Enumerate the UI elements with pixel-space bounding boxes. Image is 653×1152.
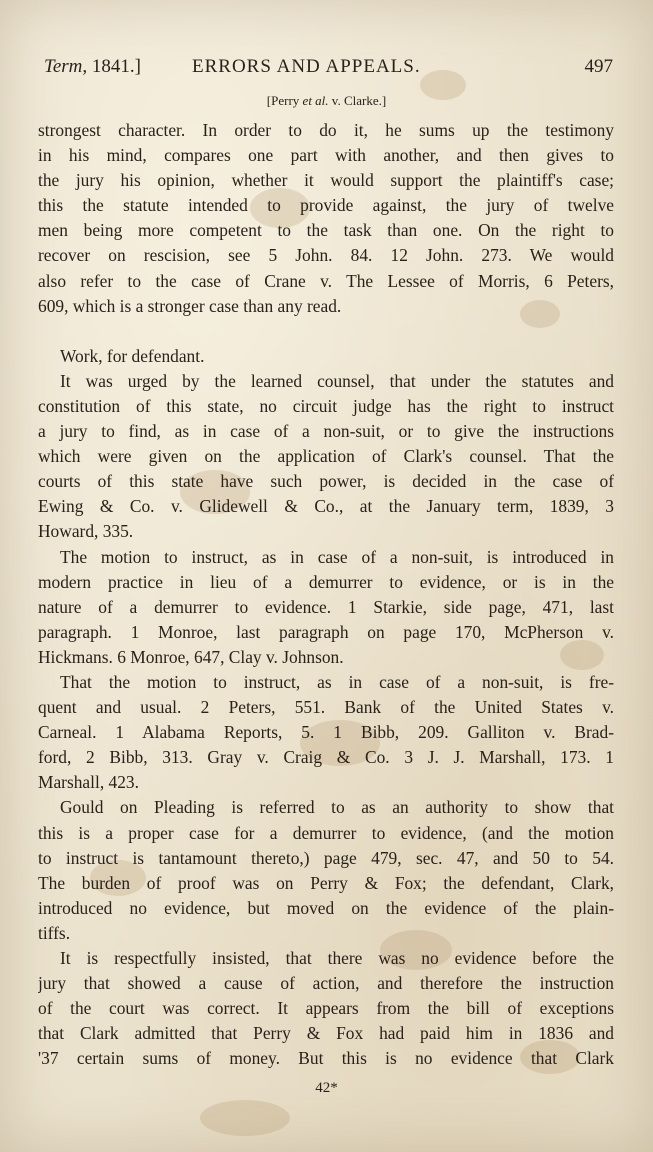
text-line: recover on rescision, see 5 John. 84. 12 John. 273. We would: [38, 245, 614, 266]
text-line: The burden of proof was on Perry & Fox; the defendant, Clark,: [38, 872, 614, 893]
caption-open: [Perry: [266, 93, 303, 108]
case-caption: [0, 93, 653, 109]
text-line: jury that showed a cause of action, and therefore the instruction: [38, 973, 614, 994]
text-line: '37 certain sums of money. But this is no evidence that Clark: [38, 1048, 614, 1069]
page-number: 497: [584, 56, 613, 77]
text-line: this the statute intended to provide against, the jury of twelve: [38, 195, 614, 216]
text-line: Gould on Pleading is referred to as an authority to show that: [60, 797, 614, 818]
text-line: men being more competent to the task than one. On the right to: [38, 220, 614, 241]
text-line: nature of a demurrer to evidence. 1 Starkie, side page, 471, last: [38, 596, 614, 617]
header-title: ERRORS AND APPEALS.: [192, 56, 421, 77]
foxing-stain: [200, 1100, 290, 1136]
text-line: strongest character. In order to do it, he sums up the testimony: [38, 120, 614, 140]
signature-mark: 42*: [315, 1080, 338, 1096]
caption-rest: v. Clarke.]: [328, 93, 387, 108]
text-line: It is respectfully insisted, that there was no evidence before the: [60, 948, 614, 968]
text-line: also refer to the case of Crane v. The Lessee of Morris, 6 Peters,: [38, 270, 614, 291]
text-line: It was urged by the learned counsel, that under the statutes and: [60, 370, 614, 391]
caption-etal: et al.: [302, 93, 329, 108]
text-line: tiffs.: [38, 922, 71, 943]
text-line: which were given on the application of Clark's counsel. That the: [38, 446, 614, 467]
text-line: That the motion to instruct, as in case of a non-suit, is fre-: [60, 671, 614, 692]
text-line: introduced no evidence, but moved on the evidence of the plain-: [38, 897, 614, 918]
text-line: a jury to find, as in case of a non-suit, or to give the instructions: [38, 421, 614, 442]
text-line: paragraph. 1 Monroe, last paragraph on page 170, McPherson v.: [38, 621, 614, 642]
paragraph-gap: [38, 319, 614, 344]
text-line: that Clark admitted that Perry & Fox had paid him in 1836 and: [38, 1023, 614, 1044]
header-term: [44, 56, 141, 78]
running-header: [44, 56, 613, 84]
text-line: Carneal. 1 Alabama Reports, 5. 1 Bibb, 209. Galliton v. Brad-: [38, 722, 614, 743]
text-line: in his mind, compares one part with another, and then gives to: [38, 145, 614, 166]
text-line: Hickmans. 6 Monroe, 647, Clay v. Johnson.: [38, 646, 344, 667]
section-heading: Work, for defendant.: [60, 345, 205, 366]
text-line: The motion to instruct, as in case of a non-suit, is introduced in: [60, 546, 614, 567]
text-line: courts of this state have such power, is decided in the case of: [38, 471, 614, 492]
text-line: this is a proper case for a demurrer to evidence, (and the motion: [38, 822, 614, 843]
text-line: Howard, 335.: [38, 521, 134, 542]
page-body: [38, 118, 614, 1071]
text-line: modern practice in lieu of a demurrer to evidence, or is in the: [38, 571, 614, 592]
text-line: 609, which is a stronger case than any read.: [38, 295, 342, 316]
text-line: of the court was correct. It appears from the bill of exceptions: [38, 998, 614, 1019]
text-line: the jury his opinion, whether it would support the plaintiff's case;: [38, 170, 614, 191]
text-line: quent and usual. 2 Peters, 551. Bank of the United States v.: [38, 697, 614, 718]
header-year: 1841.]: [87, 56, 141, 77]
text-line: Marshall, 423.: [38, 772, 139, 793]
text-line: to instruct is tantamount thereto,) page 479, sec. 47, and 50 to 54.: [38, 847, 614, 868]
text-line: Ewing & Co. v. Glidewell & Co., at the January term, 1839, 3: [38, 496, 614, 517]
text-line: constitution of this state, no circuit judge has the right to instruct: [38, 395, 614, 416]
text-line: ford, 2 Bibb, 313. Gray v. Craig & Co. 3 J. J. Marshall, 173. 1: [38, 747, 614, 768]
header-term-word: Term,: [44, 56, 88, 77]
